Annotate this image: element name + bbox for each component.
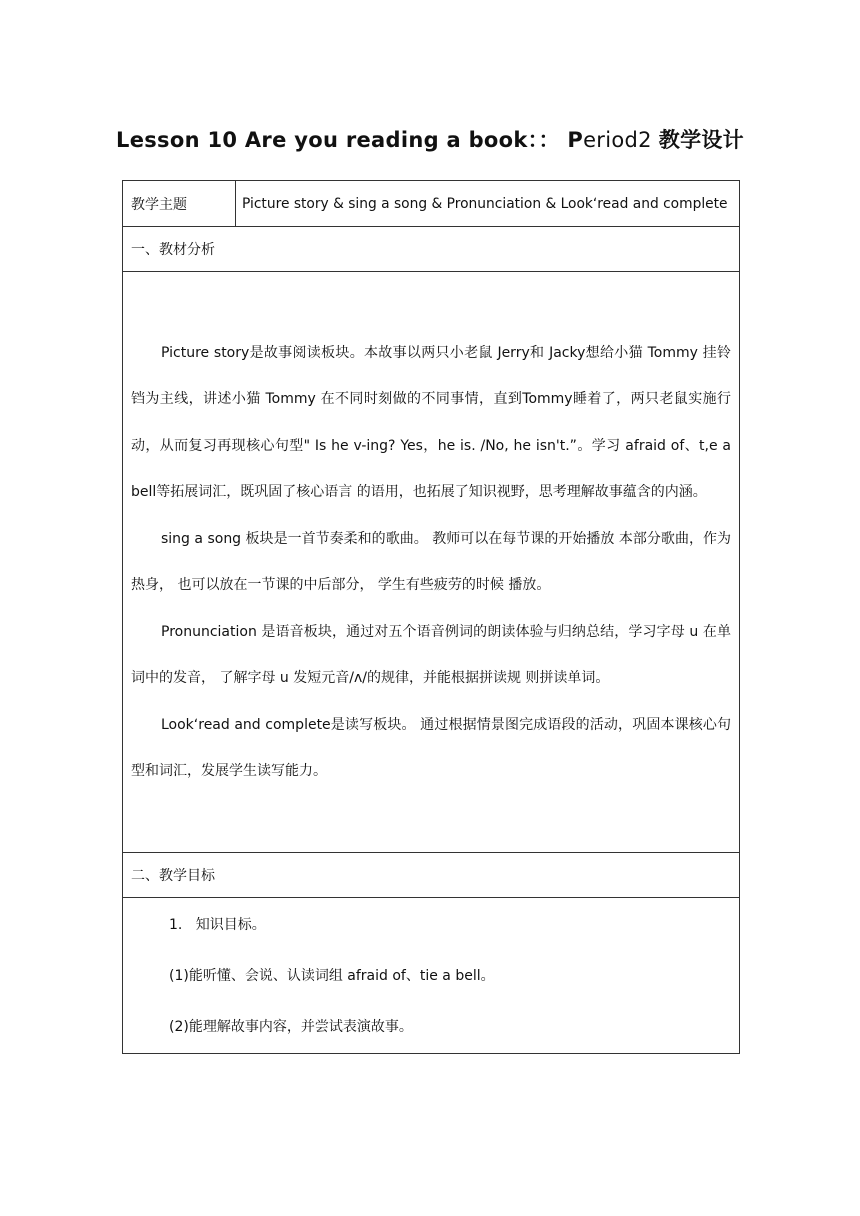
title-main: Lesson 10 Are you reading a book：： P: [116, 128, 584, 152]
section2-body-row: [123, 898, 740, 1054]
paragraph-picture-story: Picture story是故事阅读板块。本故事以两只小老鼠 Jerry和 Jacky想给小猫 Tommy 挂铃铛为主线，讲述小猫 Tommy 在不同时刻做的不同事情，直到Tommy睡着了，两只老鼠实施行动，从而复习再现核心句型" Is he v-ing? Yes，he is. /No, he isn't.”。学习 afraid of、t,e a bell等拓展词汇，既巩固了核心语言 的语用，也拓展了知识视野，思考理解故事蕴含的内涵。: [131, 344, 731, 500]
title-cn: 教学设计: [658, 128, 744, 152]
goal-item: (2)能理解故事内容，并尝试表演故事。: [169, 1019, 413, 1035]
goal-item: (1)能听懂、会说、认读词组 afraid of、tie a bell。: [169, 968, 495, 984]
section1-heading: 一、教材分析: [123, 227, 740, 272]
section2-heading-row: [123, 853, 740, 898]
paragraph-sing-a-song: sing a song 板块是一首节奏柔和的歌曲。 教师可以在每节课的开始播放 本部分歌曲，作为热身， 也可以放在一节课的中后部分， 学生有些疲劳的时候 播放。: [131, 530, 731, 593]
topic-row: [123, 181, 740, 227]
topic-label-cell: 教学主题: [123, 181, 236, 227]
section1-body: [123, 272, 740, 853]
section1-body-row: [123, 272, 740, 853]
lesson-plan-table: [122, 180, 740, 1054]
section2-heading: 二、教学目标: [123, 853, 740, 898]
document-title: [0, 124, 860, 154]
title-period: eriod2: [583, 128, 659, 152]
section2-body: [123, 898, 740, 1054]
topic-value-cell: Picture story & sing a song & Pronunciation & Lookʻread and complete: [236, 181, 740, 227]
paragraph-pronunciation: Pronunciation 是语音板块，通过对五个语音例词的朗读体验与归纳总结，学习字母 u 在单词中的发音， 了解字母 u 发短元音/ʌ/的规律，并能根据拼读规 则拼读单词。: [131, 623, 731, 686]
section1-heading-row: [123, 227, 740, 272]
goal-item: 1. 知识目标。: [169, 917, 266, 933]
paragraph-look-read-complete: Lookʻread and complete是读写板块。 通过根据情景图完成语段的活动，巩固本课核心句型和词汇，发展学生读写能力。: [131, 716, 731, 779]
